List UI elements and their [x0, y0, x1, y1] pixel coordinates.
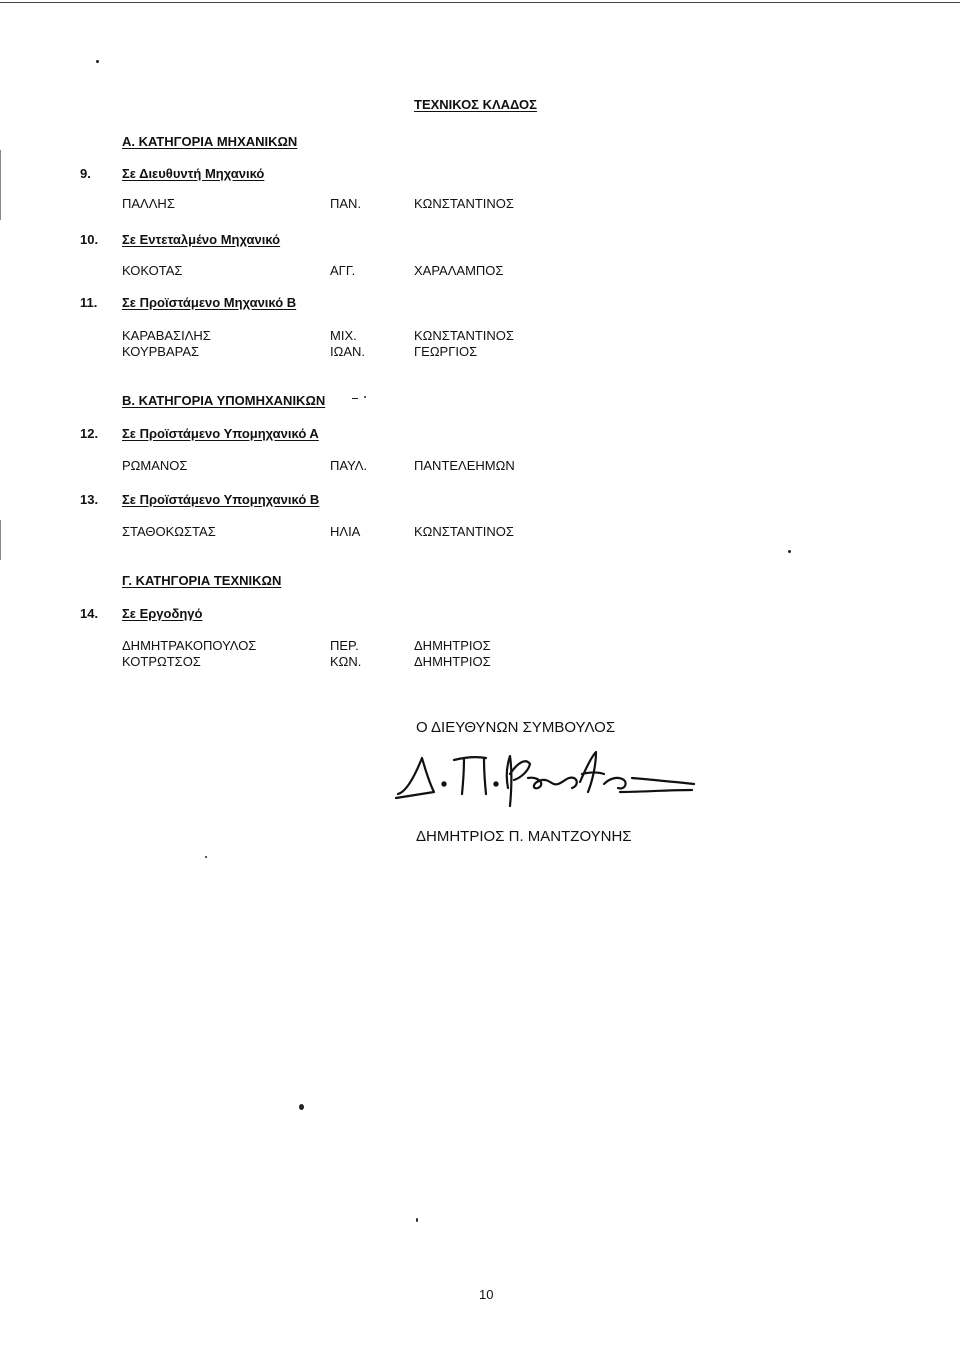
- scan-speck: [352, 398, 358, 399]
- scan-speck: [205, 856, 207, 858]
- page-number: 10: [479, 1287, 494, 1302]
- person-father-name: ΠΑΥΛ.: [330, 458, 368, 473]
- item-number: 11.: [80, 295, 98, 310]
- signatory-title: Ο ΔΙΕΥΘΥΝΩΝ ΣΥΜΒΟΥΛΟΣ: [416, 719, 616, 736]
- item-number: 9.: [80, 166, 91, 181]
- section-heading-a: Α. ΚΑΤΗΓΟΡΙΑ ΜΗΧΑΝΙΚΩΝ: [122, 134, 298, 149]
- scan-speck: [788, 550, 791, 553]
- person-first-name: ΔΗΜΗΤΡΙΟΣ: [414, 654, 491, 669]
- item-title: Σε Προϊστάμενο Υπομηχανικό Α: [122, 426, 319, 441]
- person-surname: ΚΟΤΡΩΤΣΟΣ: [122, 654, 201, 669]
- item-title: Σε Εργοδηγό: [122, 606, 203, 621]
- item-number: 14.: [80, 606, 99, 621]
- scan-left-edge: [0, 150, 1, 220]
- person-father-name: ΠΕΡ.: [330, 638, 359, 653]
- person-father-name: ΚΩΝ.: [330, 654, 362, 669]
- person-first-name: ΚΩΝΣΤΑΝΤΙΝΟΣ: [414, 328, 514, 343]
- person-first-name: ΠΑΝΤΕΛΕΗΜΩΝ: [414, 458, 515, 473]
- person-father-name: ΜΙΧ.: [330, 328, 357, 343]
- scan-speck: [96, 60, 99, 63]
- person-surname: ΚΑΡΑΒΑΣΙΛΗΣ: [122, 328, 211, 343]
- item-number: 12.: [80, 426, 99, 441]
- person-first-name: ΚΩΝΣΤΑΝΤΙΝΟΣ: [414, 524, 514, 539]
- scan-speck: [299, 1104, 304, 1110]
- person-surname: ΠΑΛΛΗΣ: [122, 196, 175, 211]
- person-surname: ΚΟΚΟΤΑΣ: [122, 263, 183, 278]
- scan-speck: [364, 396, 366, 398]
- person-first-name: ΚΩΝΣΤΑΝΤΙΝΟΣ: [414, 196, 514, 211]
- person-surname: ΡΩΜΑΝΟΣ: [122, 458, 188, 473]
- item-number: 10.: [80, 232, 99, 247]
- person-surname: ΣΤΑΘΟΚΩΣΤΑΣ: [122, 524, 216, 539]
- item-title: Σε Προϊστάμενο Υπομηχανικό Β: [122, 492, 320, 507]
- scan-top-border: [0, 2, 960, 3]
- section-heading-b: Β. ΚΑΤΗΓΟΡΙΑ ΥΠΟΜΗΧΑΝΙΚΩΝ: [122, 393, 326, 408]
- section-heading-c: Γ. ΚΑΤΗΓΟΡΙΑ ΤΕΧΝΙΚΩΝ: [122, 573, 282, 588]
- person-father-name: ΑΓΓ.: [330, 263, 356, 278]
- person-father-name: ΙΩΑΝ.: [330, 344, 366, 359]
- scan-speck: [416, 1218, 418, 1222]
- item-title: Σε Εντεταλμένο Μηχανικό: [122, 232, 281, 247]
- item-title: Σε Προϊστάμενο Μηχανικό Β: [122, 295, 297, 310]
- item-title: Σε Διευθυντή Μηχανικό: [122, 166, 265, 181]
- person-first-name: ΓΕΩΡΓΙΟΣ: [414, 344, 478, 359]
- branch-title: ΤΕΧΝΙΚΟΣ ΚΛΑΔΟΣ: [414, 97, 537, 112]
- person-first-name: ΔΗΜΗΤΡΙΟΣ: [414, 638, 491, 653]
- person-father-name: ΗΛΙΑ: [330, 524, 361, 539]
- signatory-name: ΔΗΜΗΤΡΙΟΣ Π. ΜΑΝΤΖΟΥΝΗΣ: [416, 828, 632, 845]
- person-father-name: ΠΑΝ.: [330, 196, 362, 211]
- handwritten-signature: [392, 748, 702, 820]
- item-number: 13.: [80, 492, 99, 507]
- person-first-name: ΧΑΡΑΛΑΜΠΟΣ: [414, 263, 504, 278]
- scan-left-edge: [0, 520, 1, 560]
- person-surname: ΚΟΥΡΒΑΡΑΣ: [122, 344, 200, 359]
- person-surname: ΔΗΜΗΤΡΑΚΟΠΟΥΛΟΣ: [122, 638, 257, 653]
